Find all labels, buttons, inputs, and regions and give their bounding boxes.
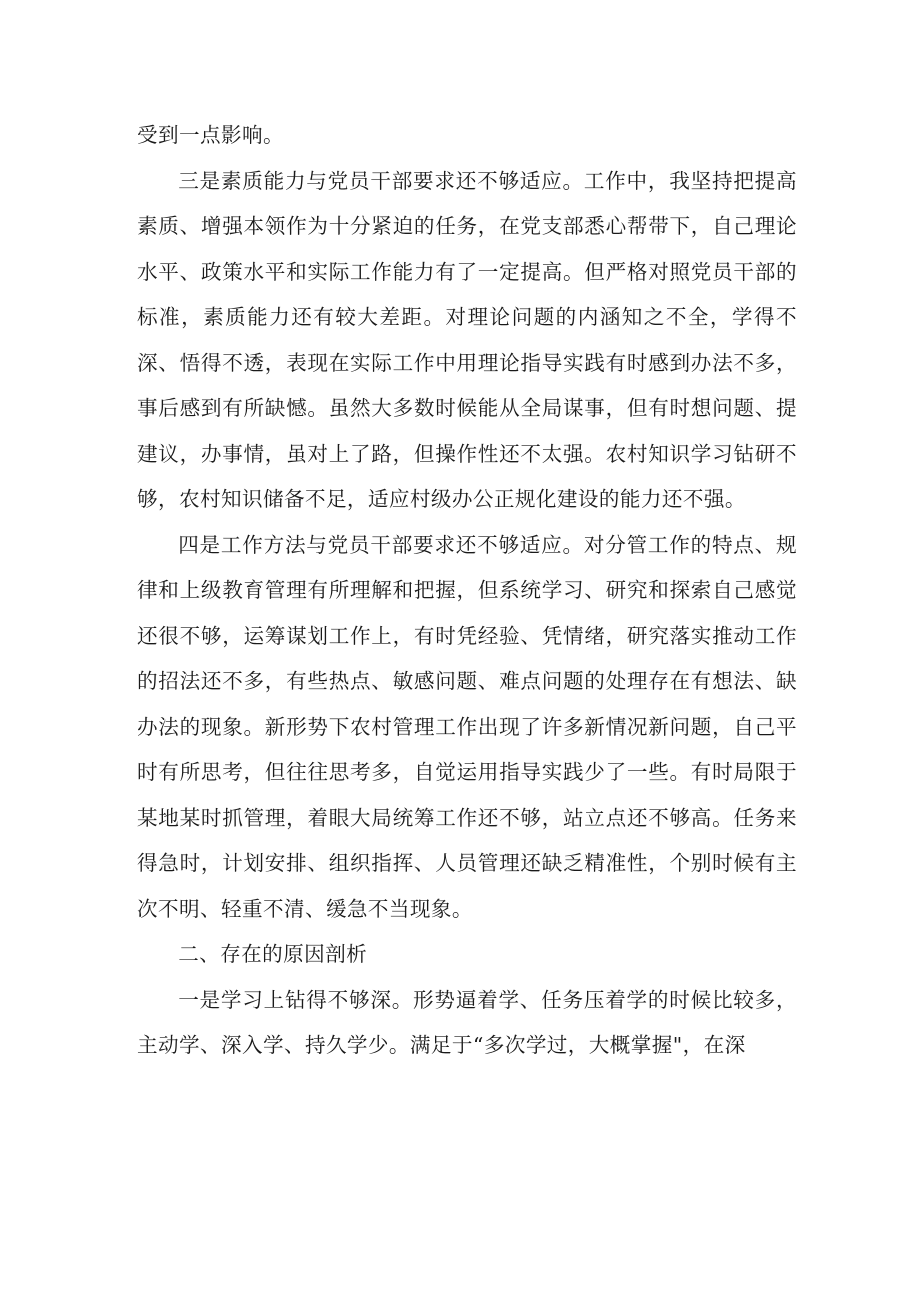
paragraph-continuation: 受到一点影响。: [137, 123, 284, 147]
paragraph-cause-one: 一是学习上钻得不够深。形势逼着学、任务压着学的时候比较多，主动学、深入学、持久学少。满足于“多次学过，大概掌握"，在深: [137, 987, 797, 1057]
section-heading-cause-analysis: 二、存在的原因剖析: [178, 942, 368, 966]
paragraph-point-four: 四是工作方法与党员干部要求还不够适应。对分管工作的特点、规律和上级教育管理有所理解和把握，但系统学习、研究和探索自己感觉还很不够，运筹谋划工作上，有时凭经验、凭情绪，研究落实推动工作的招法还不多，有些热点、敏感问题、难点问题的处理存在有想法、缺办法的现象。新形势下农村管理工作出现了许多新情况新问题，自己平时有所思考，但往往思考多，自觉运用指导实践少了一些。有时局限于某地某时抓管理，着眼大局统筹工作还不够，站立点还不够高。任务来得急时，计划安排、组织指挥、人员管理还缺乏精准性，个别时候有主次不明、轻重不清、缓急不当现象。: [137, 532, 797, 921]
document-body: [137, 113, 797, 1069]
paragraph-point-three: 三是素质能力与党员干部要求还不够适应。工作中，我坚持把提高素质、增强本领作为十分紧迫的任务，在党支部悉心帮带下，自己理论水平、政策水平和实际工作能力有了一定提高。但严格对照党员干部的标准，素质能力还有较大差距。对理论问题的内涵知之不全，学得不深、悟得不透，表现在实际工作中用理论指导实践有时感到办法不多，事后感到有所缺憾。虽然大多数时候能从全局谋事，但有时想问题、提建议，办事情，虽对上了路，但操作性还不太强。农村知识学习钻研不够，农村知识储备不足，适应村级办公正规化建设的能力还不强。: [137, 168, 797, 511]
